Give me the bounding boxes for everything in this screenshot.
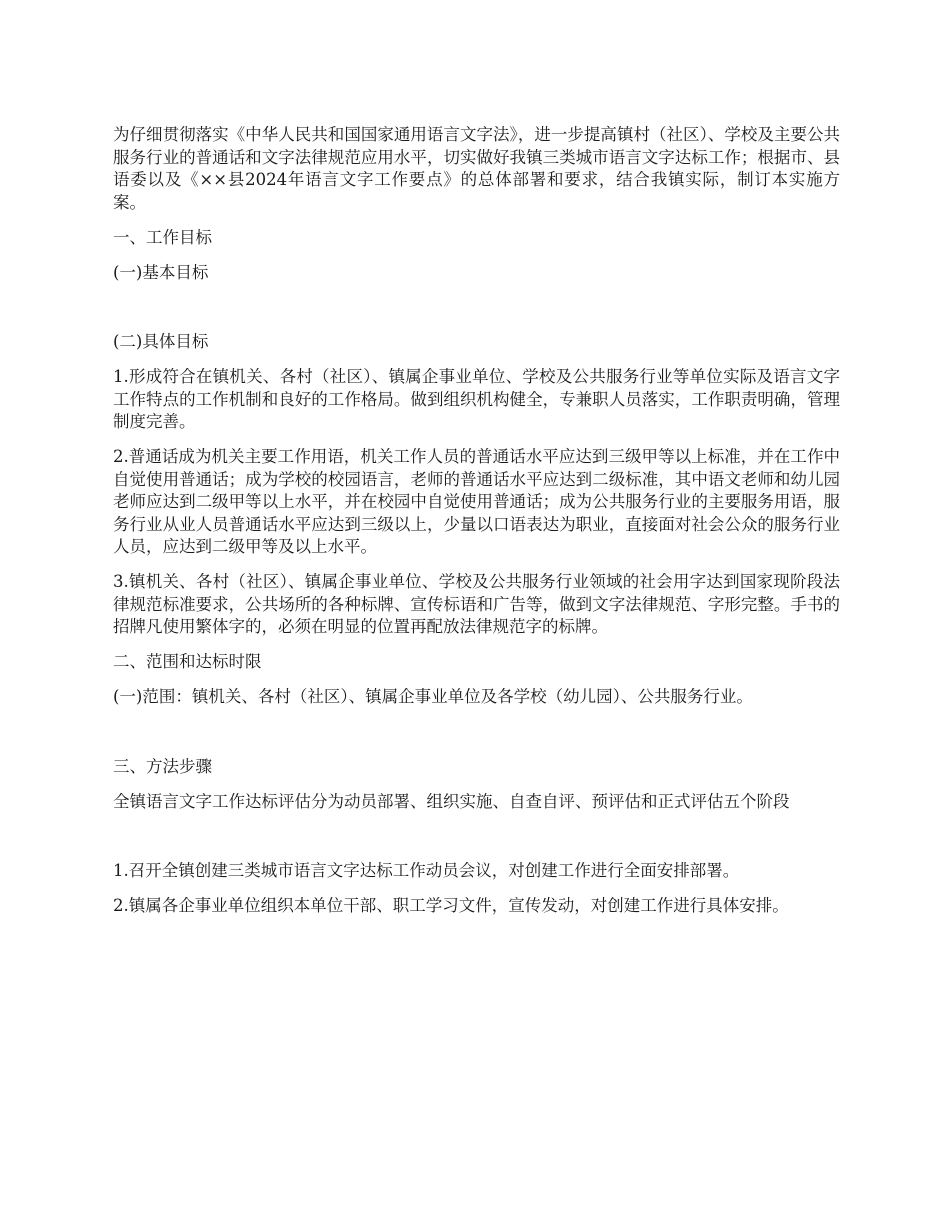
subheading-basic-goals: (一)基本目标: [113, 262, 209, 282]
step-item-1: 1.召开全镇创建三类城市语言文字达标工作动员会议，对创建工作进行全面安排部署。: [113, 861, 740, 880]
goal-item-2: 2.普通话成为机关主要工作用语，机关工作人员的普通话水平应达到三级甲等以上标准，并在工作中自觉使用普通话；成为学校的校园语言，老师的普通话水平应达到二级标准，其中语文老师和幼儿园老师应达到二级甲等以上水平，并在校园中自觉使用普通话；成为公共服务行业的主要服务用语，服务行业从业人员普通话水平应达到三级以上，少量以口语表达为职业，直接面对社会公众的服务行业人员，应达到二级甲等及以上水平。: [113, 447, 840, 556]
intro-paragraph: 为仔细贯彻落实《中华人民共和国国家通用语言文字法》，进一步提高镇村（社区）、学校及主要公共服务行业的普通话和文字法律规范应用水平，切实做好我镇三类城市语言文字达标工作；根据市、县语委以及《××县2024年语言文字工作要点》的总体部署和要求，结合我镇实际，制订本实施方案。: [113, 125, 840, 212]
step-item-2: 2.镇属各企事业单位组织本单位干部、职工学习文件，宣传发动，对创建工作进行具体安排。: [113, 896, 789, 915]
section-heading-steps: 三、方法步骤: [113, 756, 212, 776]
scope-paragraph: (一)范围：镇机关、各村（社区）、镇属企事业单位及各学校（幼儿园）、公共服务行业。: [113, 687, 753, 706]
goal-item-3: 3.镇机关、各村（社区）、镇属企事业单位、学校及公共服务行业领域的社会用字达到国家现阶段法律规范标准要求，公共场所的各种标牌、宣传标语和广告等，做到文字法律规范、字形完整。手书的招牌凡使用繁体字的，必须在明显的位置再配放法律规范字的标牌。: [113, 572, 840, 636]
document-body: [113, 124, 840, 930]
goal-item-1: 1.形成符合在镇机关、各村（社区）、镇属企事业单位、学校及公共服务行业等单位实际及语言文字工作特点的工作机制和良好的工作格局。做到组织机构健全，专兼职人员落实，工作职责明确，管理制度完善。: [113, 367, 840, 431]
section-heading-scope: 二、范围和达标时限: [113, 652, 262, 671]
section-heading-goals: 一、工作目标: [113, 227, 212, 247]
subheading-specific-goals: (二)具体目标: [113, 332, 209, 351]
steps-intro-paragraph: 全镇语言文字工作达标评估分为动员部署、组织实施、自查自评、预评估和正式评估五个阶段: [113, 791, 790, 811]
